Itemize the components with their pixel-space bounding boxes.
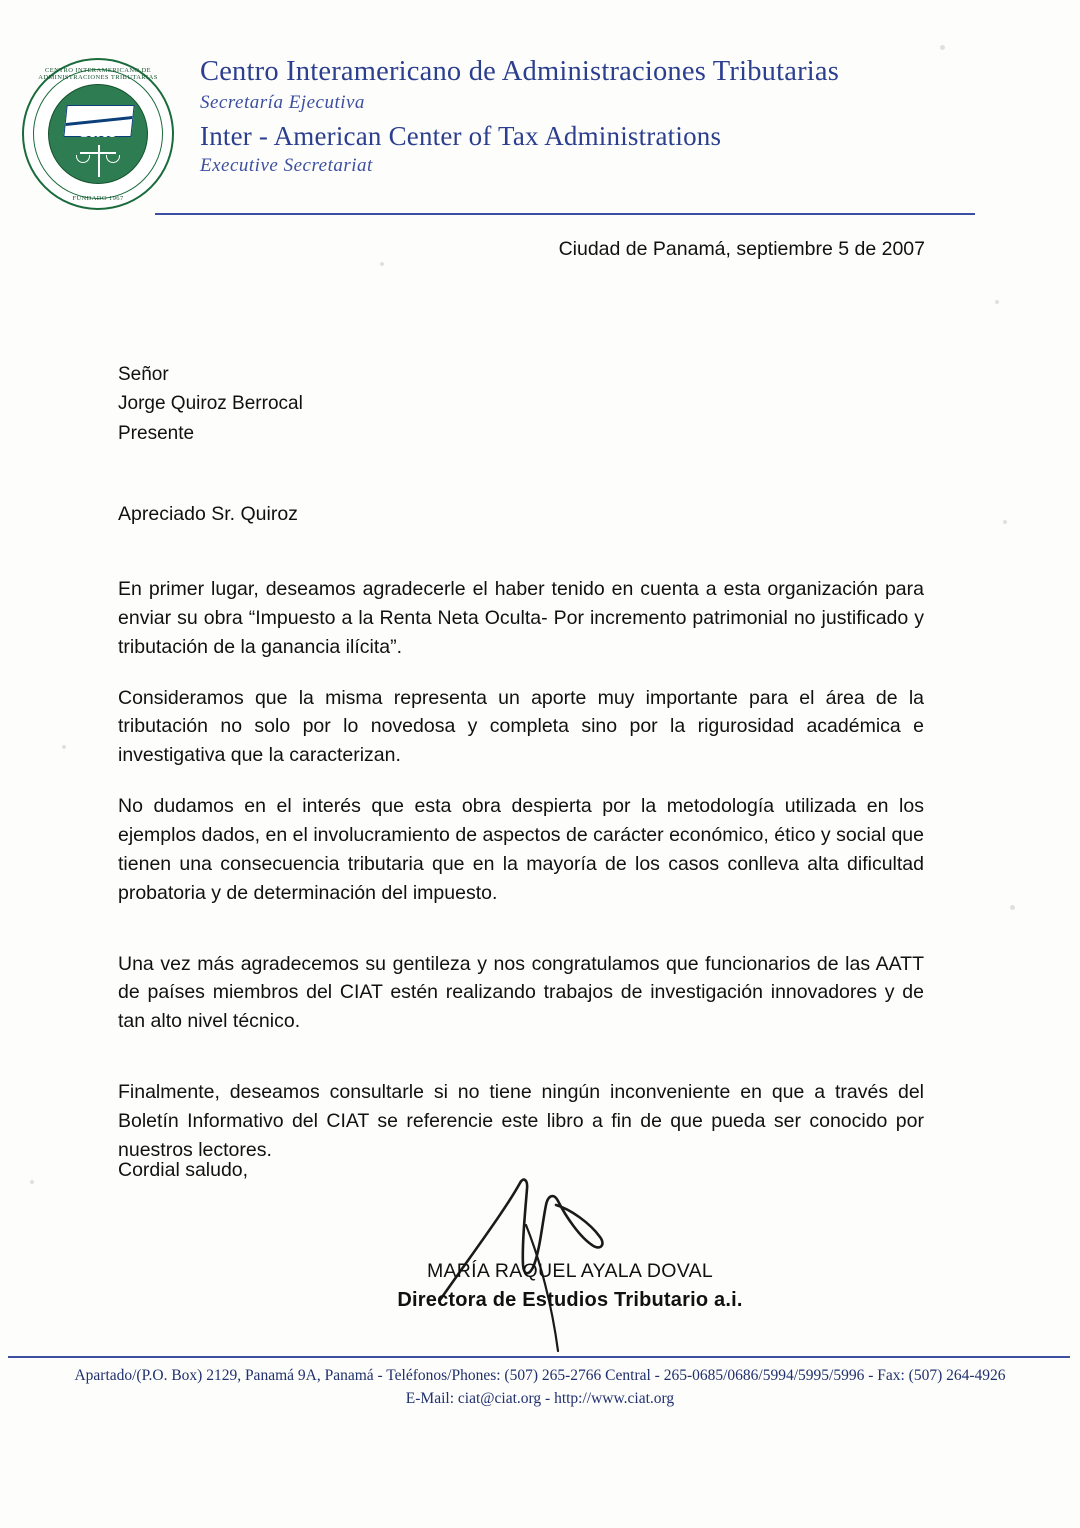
seal-ring-text-bottom: FUNDADO 1967 <box>72 195 124 202</box>
scale-pan-left <box>76 155 90 163</box>
paragraph-4: Una vez más agradecemos su gentileza y nos congratulamos que funcionarios de las AATT de países miembros del CIAT estén realizando trabajos de investigación innovadores y de tan alto nivel técnico. <box>118 952 924 1033</box>
org-name-es: Centro Interamericano de Administraciones Tributarias <box>200 56 840 87</box>
signature-name: MARÍA RAQUEL AYALA DOVAL <box>426 1260 714 1282</box>
letterhead <box>0 48 1080 223</box>
addressee-line-3: Presente <box>118 422 195 444</box>
scan-speck <box>30 1180 34 1184</box>
signature-block <box>300 1165 820 1355</box>
scale-pan-right <box>106 155 120 163</box>
scan-speck <box>62 745 66 749</box>
closing-line: Cordial saludo, <box>118 1159 249 1181</box>
addressee-line-2: Jorge Quiroz Berrocal <box>118 393 303 415</box>
footer-divider <box>8 1356 1070 1358</box>
seal-ring-text-top: CENTRO INTERAMERICANO DE ADMINISTRACIONES TRIBUTARIAS <box>38 67 158 81</box>
scan-speck <box>1010 905 1015 910</box>
paragraph-5: Finalmente, deseamos consultarle si no tiene ningún inconveniente en que a través del Boletín Informativo del CIAT se referencie este libro a fin de que pueda ser conocido por nuestros lectores. <box>118 1081 924 1161</box>
org-subtitle-es: Secretaría Ejecutiva <box>200 91 365 113</box>
paragraph-1: En primer lugar, deseamos agradecerle el haber tenido en cuenta a esta organización para enviar su obra “Impuesto a la Renta Neta Oculta- Por incremento patrimonial no justificado y tributación de la ganancia ilícita”. <box>118 578 924 658</box>
letterhead-divider <box>155 213 975 215</box>
scan-speck <box>380 262 384 266</box>
org-subtitle-en: Executive Secretariat <box>200 154 373 176</box>
footer-contact-line: E-Mail: ciat@ciat.org - http://www.ciat.org <box>405 1390 675 1408</box>
paragraph-3: No dudamos en el interés que esta obra despierta por la metodología utilizada en los ejemplos dados, en el involucramiento de aspectos de carácter económico, ético y social que tienen una consecuencia tributaria que en la mayoría de los casos conlleva alta dificultad probatoria y de determinación del impuesto. <box>118 795 924 904</box>
footer-block <box>0 1364 1080 1411</box>
salutation: Apreciado Sr. Quiroz <box>118 503 298 525</box>
seal-acronym: CIAT <box>77 125 119 141</box>
ciat-seal-icon <box>22 58 174 210</box>
letterhead-text <box>200 56 1000 177</box>
scan-speck <box>995 300 999 304</box>
paragraph-2: Consideramos que la misma representa un aporte muy importante para el área de la tributación no solo por lo novedosa y completa sino por la rigurosidad académica e investigativa que la caracterizan. <box>118 686 924 767</box>
addressee-block <box>118 360 303 448</box>
org-name-en: Inter - American Center of Tax Administrations <box>200 120 722 151</box>
addressee-line-1: Señor <box>118 364 169 385</box>
footer-address-line: Apartado/(P.O. Box) 2129, Panamá 9A, Panamá - Teléfonos/Phones: (507) 265-2766 Central - 265-0685/0686/5994/5995/5996 - Fax: (507) 264-4926 <box>74 1367 1006 1384</box>
letter-body <box>118 575 924 1187</box>
signature-title: Directora de Estudios Tributario a.i. <box>397 1289 743 1311</box>
letter-date: Ciudad de Panamá, septiembre 5 de 2007 <box>558 238 925 260</box>
seal-emblem <box>48 84 148 184</box>
scan-speck <box>940 45 945 50</box>
scan-speck <box>1003 520 1007 524</box>
scales-of-justice-icon <box>78 145 118 179</box>
